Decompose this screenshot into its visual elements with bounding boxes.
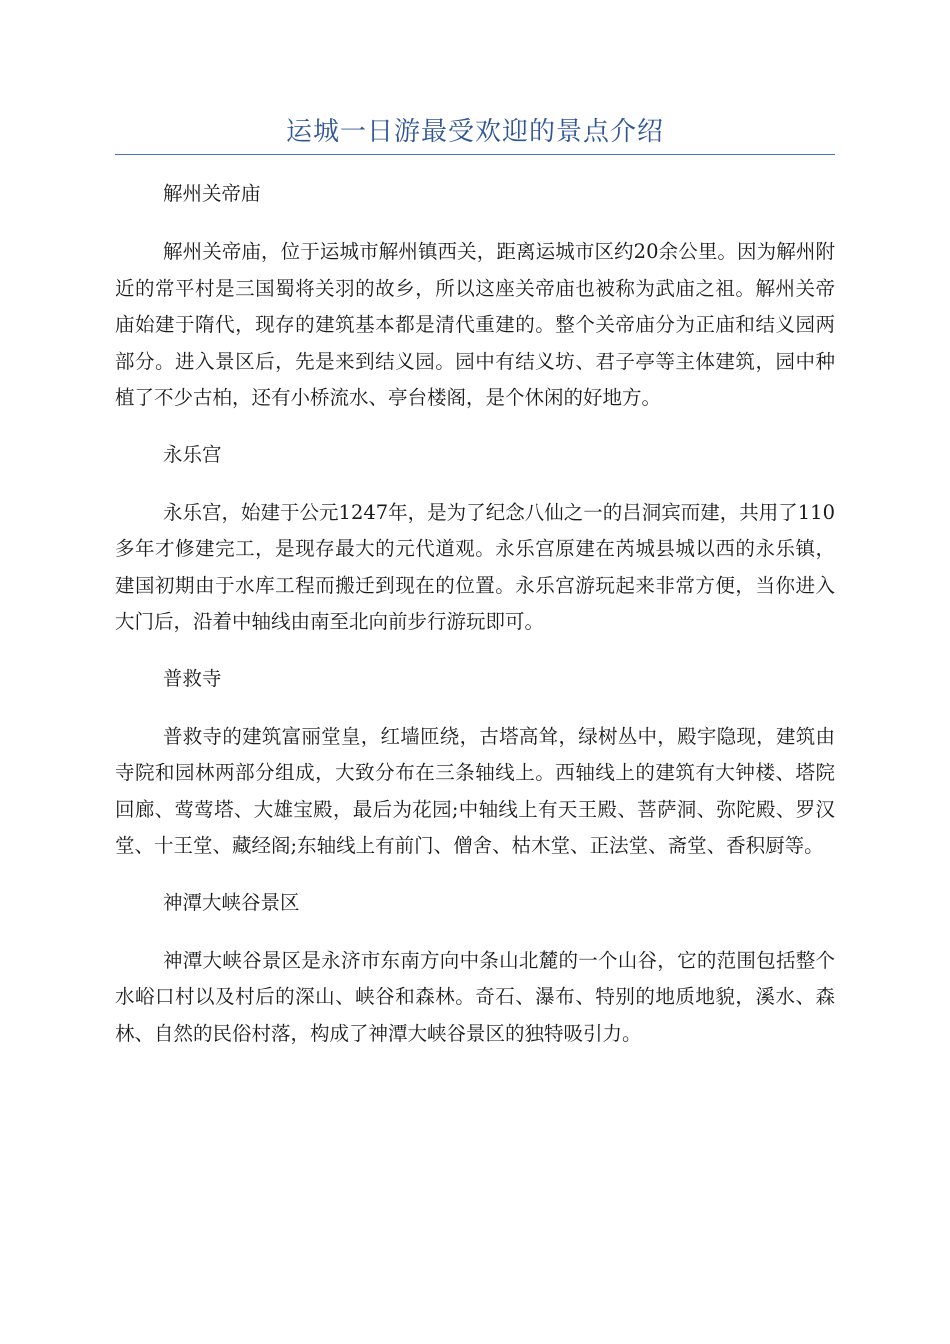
section-heading: 普救寺 bbox=[163, 666, 222, 690]
section-paragraph: 神潭大峡谷景区是永济市东南方向中条山北麓的一个山谷，它的范围包括整个水峪口村以及村后的深山、峡谷和森林。奇石、瀑布、特别的地质地貌，溪水、森林、自然的民俗村落，构成了神潭大峡谷景区的独特吸引力。 bbox=[115, 948, 835, 1045]
title-underline bbox=[115, 154, 835, 155]
section-heading: 解州关帝庙 bbox=[163, 182, 261, 205]
document-body bbox=[115, 176, 835, 1072]
section-xiezhou-guandi-temple bbox=[115, 176, 835, 417]
document-title: 运城一日游最受欢迎的景点介绍 bbox=[285, 117, 664, 147]
section-heading: 永乐宫 bbox=[163, 442, 222, 466]
section-paragraph: 解州关帝庙，位于运城市解州镇西关，距离运城市区约20余公里。因为解州附近的常平村是三国蜀将关羽的故乡，所以这座关帝庙也被称为武庙之祖。解州关帝庙始建于隋代，现存的建筑基本都是清代重建的。整个关帝庙分为正庙和结义园两部分。进入景区后，先是来到结义园。园中有结义坊、君子亭等主体建筑，园中种植了不少古柏，还有小桥流水、亭台楼阁，是个休闲的好地方。 bbox=[115, 240, 835, 409]
section-paragraph: 普救寺的建筑富丽堂皇，红墙匝绕，古塔高耸，绿树丛中，殿宇隐现，建筑由寺院和园林两部分组成，大致分布在三条轴线上。西轴线上的建筑有大钟楼、塔院回廊、莺莺塔、大雄宝殿，最后为花园;中轴线上有天王殿、菩萨洞、弥陀殿、罗汉堂、十王堂、藏经阁;东轴线上有前门、僧舍、枯木堂、正法堂、斋堂、香积厨等。 bbox=[115, 724, 835, 857]
section-pujiu-temple bbox=[115, 661, 835, 865]
section-shentan-canyon bbox=[115, 885, 835, 1053]
section-paragraph: 永乐宫，始建于公元1247年，是为了纪念八仙之一的吕洞宾而建，共用了110多年才修建完工，是现存最大的元代道观。永乐宫原建在芮城县城以西的永乐镇，建国初期由于水库工程而搬迁到现在的位置。永乐宫游玩起来非常方便，当你进入大门后，沿着中轴线由南至北向前步行游玩即可。 bbox=[115, 500, 835, 633]
section-heading: 神潭大峡谷景区 bbox=[163, 890, 300, 914]
section-yongle-palace bbox=[115, 437, 835, 641]
